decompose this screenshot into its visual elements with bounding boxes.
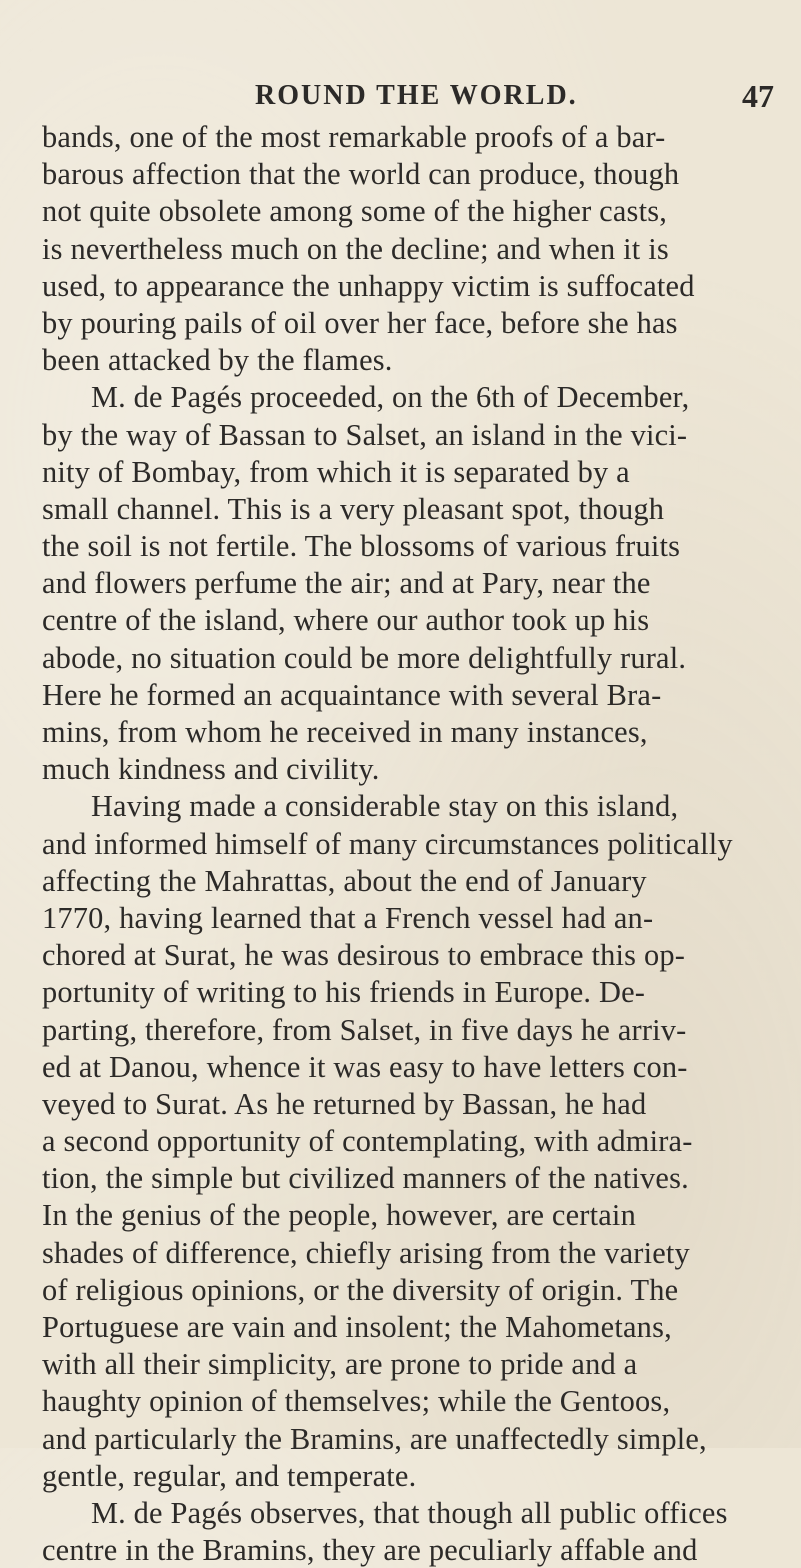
text-line: of religious opinions, or the diversity of origin. The <box>42 1271 679 1307</box>
text-line: In the genius of the people, however, are certain <box>42 1197 636 1233</box>
text-line: bands, one of the most remarkable proofs of a bar- <box>42 119 666 154</box>
body-text <box>42 118 801 1568</box>
text-line: tion, the simple but civilized manners of the natives. <box>42 1160 689 1196</box>
text-line: centre in the Bramins, they are peculiarly affable and <box>42 1532 698 1568</box>
text-line: a second opportunity of contemplating, with admira- <box>42 1123 693 1159</box>
text-line: 1770, having learned that a French vessel had an- <box>42 899 654 935</box>
paragraph-start-line: M. de Pagés observes, that though all public offices <box>90 1494 728 1530</box>
text-line: gentle, regular, and temperate. <box>42 1457 417 1493</box>
text-line: barous affection that the world can produce, though <box>42 156 680 192</box>
text-line: ed at Danou, whence it was easy to have letters con- <box>42 1048 688 1084</box>
text-line: the soil is not fertile. The blossoms of various fruits <box>42 528 681 564</box>
text-line: portunity of writing to his friends in Europe. De- <box>42 974 646 1010</box>
text-line: and informed himself of many circumstances politically <box>42 825 733 861</box>
text-line: by pouring pails of oil over her face, before she has <box>42 304 678 340</box>
text-line: not quite obsolete among some of the higher casts, <box>42 193 668 229</box>
text-line: and flowers perfume the air; and at Pary, near the <box>42 565 651 601</box>
running-title: ROUND THE WORLD. <box>255 80 578 111</box>
text-line: with all their simplicity, are prone to pride and a <box>42 1346 638 1382</box>
text-line: centre of the island, where our author took up his <box>42 602 650 638</box>
running-head <box>0 80 801 114</box>
text-line: mins, from whom he received in many instances, <box>42 714 648 749</box>
text-line: nity of Bombay, from which it is separated by a <box>42 453 630 489</box>
text-line: small channel. This is a very pleasant spot, though <box>42 490 665 526</box>
paragraph-start-line: Having made a considerable stay on this island, <box>90 788 679 824</box>
text-line: and particularly the Bramins, are unaffectedly simple, <box>42 1420 707 1456</box>
text-line: is nevertheless much on the decline; and when it is <box>42 230 669 266</box>
text-line: been attacked by the flames. <box>42 342 393 378</box>
page-number: 47 <box>742 78 774 114</box>
text-line: used, to appearance the unhappy victim is suffocated <box>42 267 695 303</box>
text-line: Portuguese are vain and insolent; the Mahometans, <box>42 1309 672 1344</box>
text-line: shades of difference, chiefly arising from the variety <box>42 1234 690 1270</box>
text-line: by the way of Bassan to Salset, an island in the vici- <box>42 416 688 452</box>
text-line: chored at Surat, he was desirous to embrace this op- <box>42 937 686 973</box>
paragraph-start-line: M. de Pagés proceeded, on the 6th of December, <box>90 379 690 415</box>
text-line: affecting the Mahrattas, about the end of January <box>42 862 647 898</box>
text-line: abode, no situation could be more delightfully rural. <box>42 639 687 675</box>
text-line: parting, therefore, from Salset, in five days he arriv- <box>42 1011 687 1047</box>
text-line: Here he formed an acquaintance with several Bra- <box>42 676 662 712</box>
text-line: much kindness and civility. <box>42 751 380 787</box>
text-line: haughty opinion of themselves; while the Gentoos, <box>42 1383 671 1419</box>
text-line: veyed to Surat. As he returned by Bassan, he had <box>42 1085 647 1121</box>
